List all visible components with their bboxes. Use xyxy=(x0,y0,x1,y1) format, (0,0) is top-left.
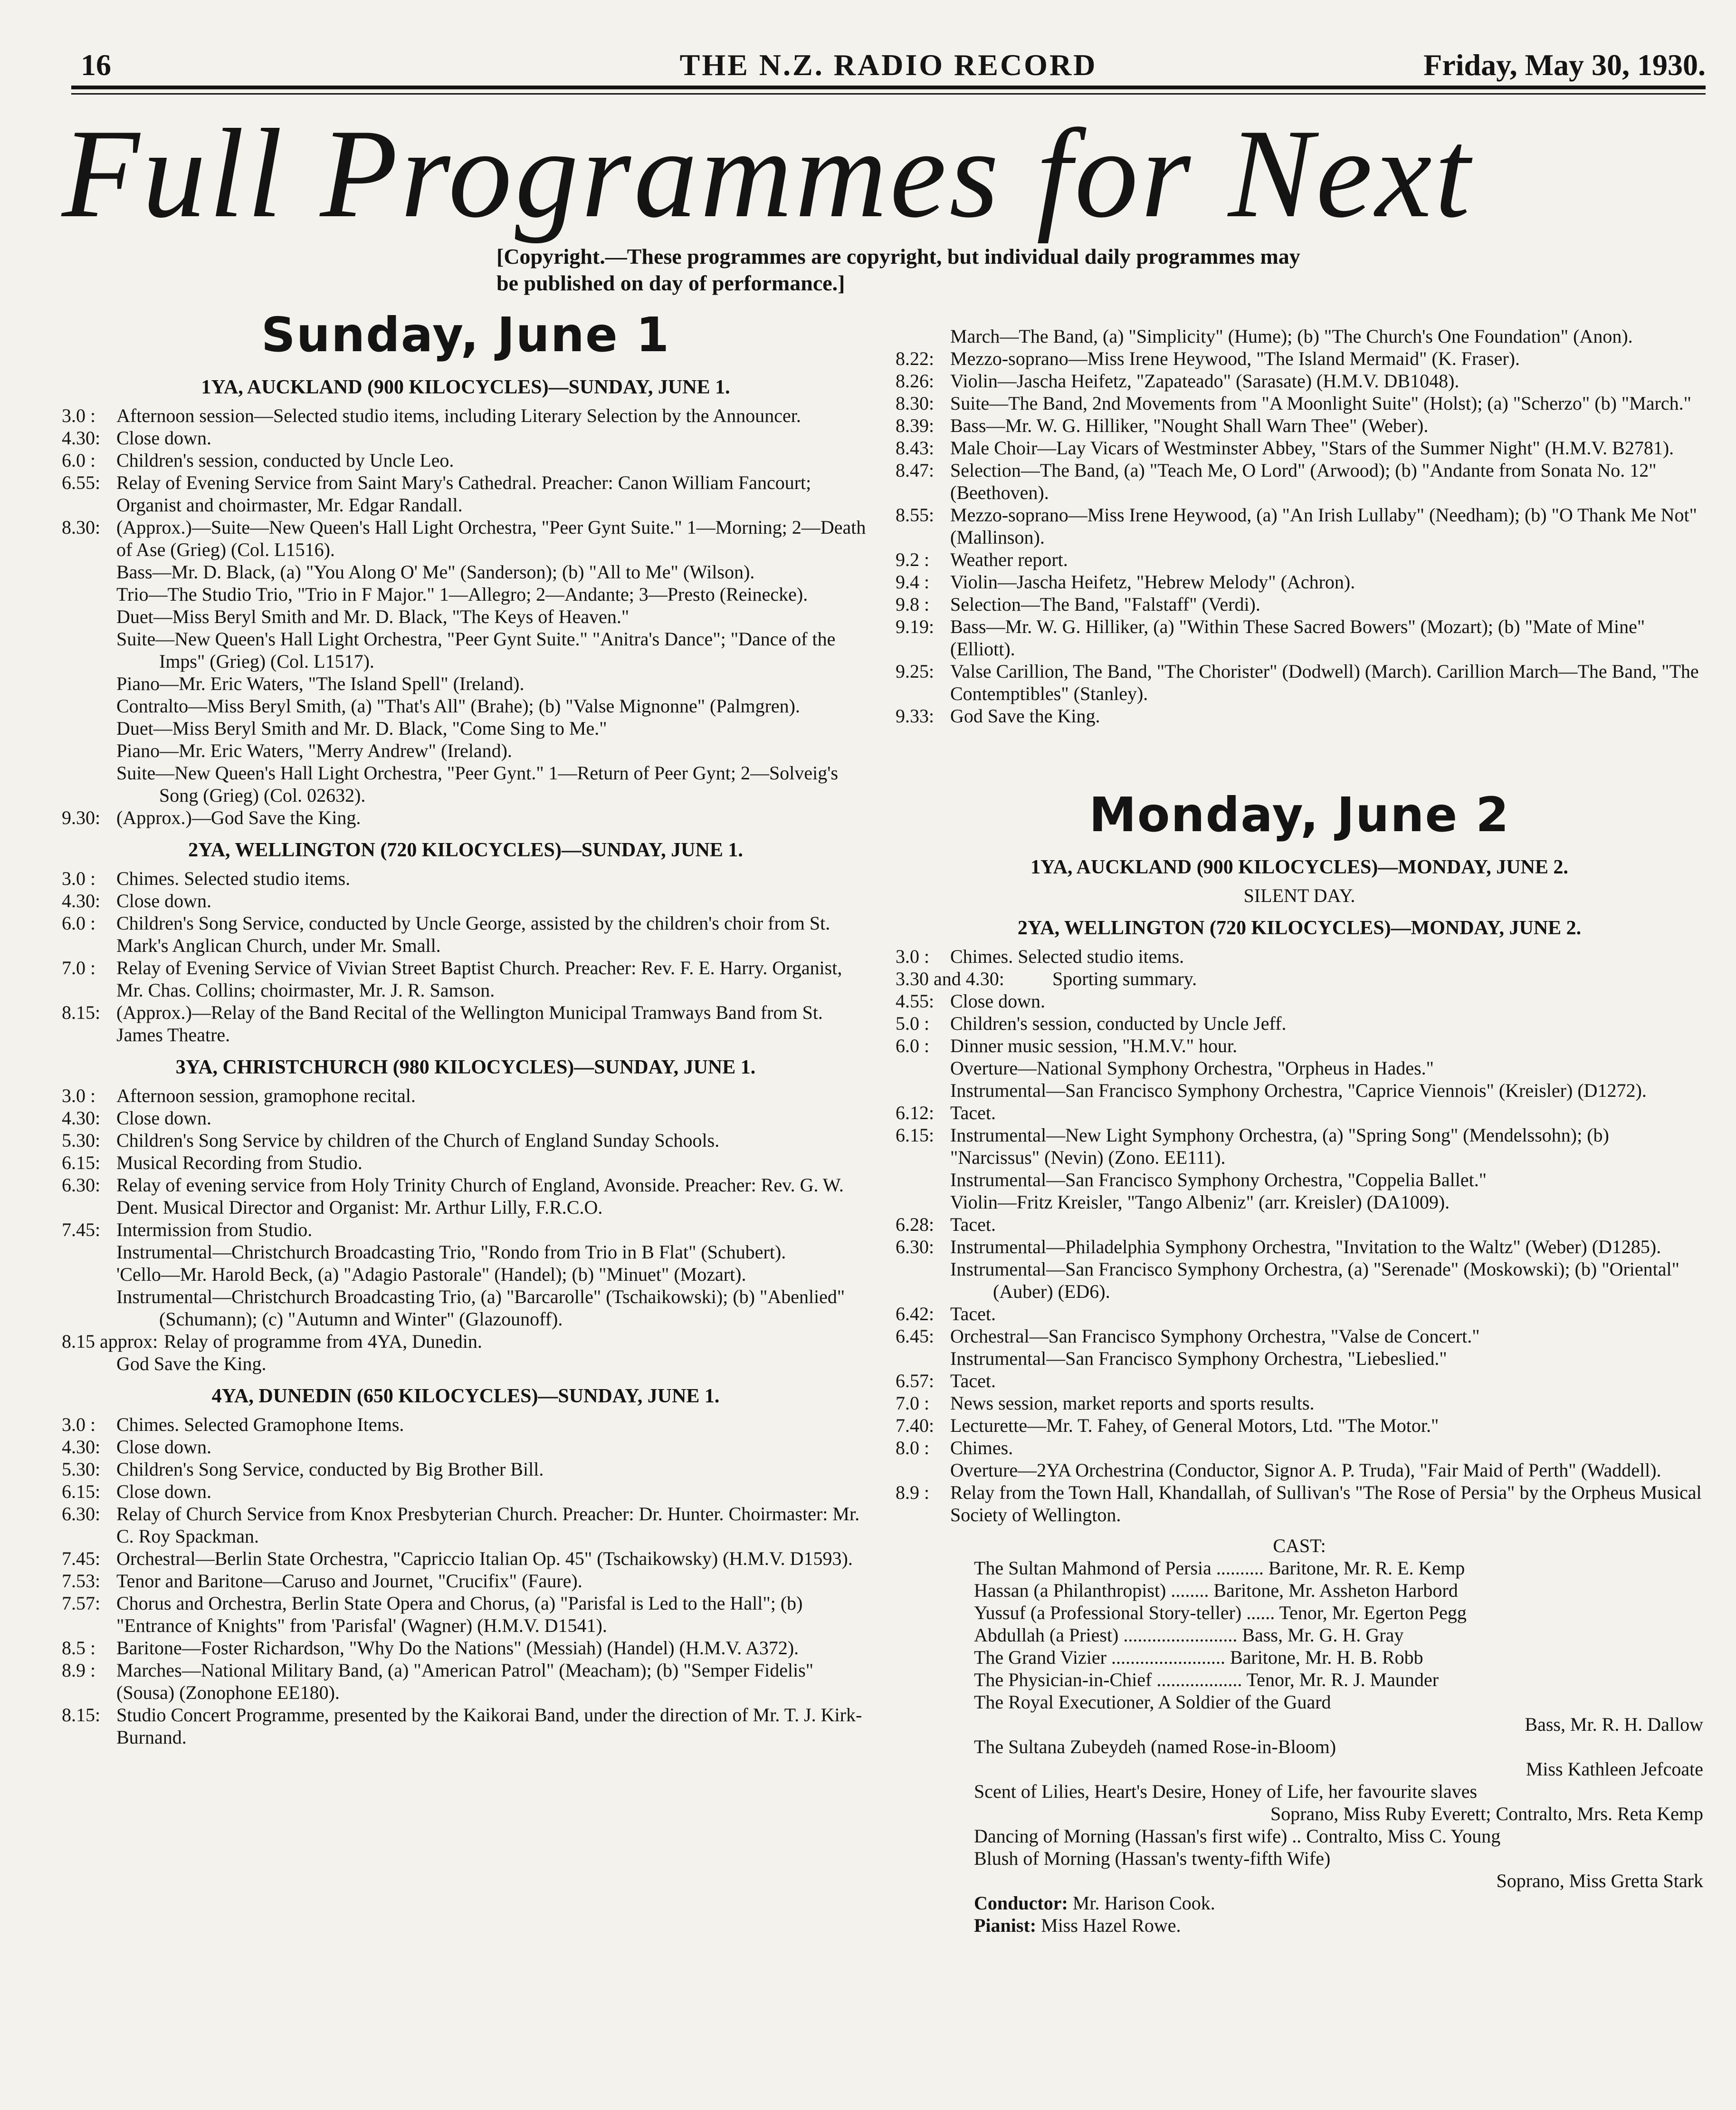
programme-item xyxy=(896,615,1703,660)
1ya-sunday-items xyxy=(62,404,869,829)
sub-item: Piano—Mr. Eric Waters, "Merry Andrew" (Ireland). xyxy=(116,740,512,761)
header-rule-thin xyxy=(71,93,1706,95)
item-text: Children's session, conducted by Uncle Jeff. xyxy=(950,1013,1287,1034)
item-time: 8.39: xyxy=(896,415,935,436)
sunday-heading: Sunday, June 1 xyxy=(261,307,670,363)
continued-items xyxy=(950,325,1703,347)
cast-line: Miss Kathleen Jefcoate xyxy=(1526,1758,1703,1780)
item-text: Children's Song Service, conducted by Big Brother Bill. xyxy=(116,1458,544,1480)
item-time: 5.30: xyxy=(62,1130,101,1151)
programme-item xyxy=(896,660,1703,705)
sub-item: Duet—Miss Beryl Smith and Mr. D. Black, "Come Sing to Me." xyxy=(116,718,607,739)
item-time: 6.28: xyxy=(896,1214,935,1235)
programme-item xyxy=(896,392,1703,414)
item-time: 8.55: xyxy=(896,504,935,526)
programme-item xyxy=(62,1704,869,1748)
programme-item xyxy=(62,1547,869,1570)
programme-item xyxy=(62,516,869,561)
item-text: Mezzo-soprano—Miss Irene Heywood, (a) "An Irish Lullaby" (Needham); (b) "O Thank Me Not" (Mallinson). xyxy=(950,504,1697,548)
sub-item: Bass—Mr. D. Black, (a) "You Along O' Me" (Sanderson); (b) "All to Me" (Wilson). xyxy=(116,561,755,583)
item-text: Bass—Mr. W. G. Hilliker, "Nought Shall Warn Thee" (Weber). xyxy=(950,415,1429,436)
programme-item xyxy=(62,1570,869,1592)
item-text: Weather report. xyxy=(950,549,1068,570)
silent-day-note: SILENT DAY. xyxy=(1243,885,1355,906)
programme-item xyxy=(62,427,869,449)
item-text: Close down. xyxy=(116,1436,211,1458)
item-text: Violin—Jascha Heifetz, "Zapateado" (Sarasate) (H.M.V. DB1048). xyxy=(950,370,1459,392)
item-text: Relay of Evening Service from Saint Mary's Cathedral. Preacher: Canon William Fancourt; Organist and choirmaster, Mr. Edgar Randall. xyxy=(116,472,811,516)
item-time: 5.0 : xyxy=(896,1013,930,1034)
item-time: 7.57: xyxy=(62,1592,101,1614)
item-text: (Approx.)—Relay of the Band Recital of the Wellington Municipal Tramways Band from St. James Theatre. xyxy=(116,1002,823,1045)
sub-item: Duet—Miss Beryl Smith and Mr. D. Black, "The Keys of Heaven." xyxy=(116,606,630,627)
conductor-line xyxy=(974,1892,1703,1914)
programme-item xyxy=(62,1592,869,1637)
sub-item: Instrumental—San Francisco Symphony Orchestra, "Liebeslied." xyxy=(950,1348,1447,1369)
item-time: 4.30: xyxy=(62,427,101,449)
station-heading-2ya-sunday: 2YA, WELLINGTON (720 KILOCYCLES)—SUNDAY, JUNE 1. xyxy=(188,839,743,861)
cast-line: The Sultana Zubeydeh (named Rose-in-Bloom) xyxy=(974,1736,1336,1757)
cast-line: Yussuf (a Professional Story-teller) ...... Tenor, Mr. Egerton Pegg xyxy=(974,1602,1467,1623)
item-text: Suite—The Band, 2nd Movements from "A Moonlight Suite" (Holst); (a) "Scherzo" (b) "March." xyxy=(950,393,1691,414)
item-text: Musical Recording from Studio. xyxy=(116,1152,362,1173)
programme-item xyxy=(62,449,869,471)
item-text: Chorus and Orchestra, Berlin State Opera and Chorus, (a) "Parisfal is Led to the Hall"; (b) "Entrance of Knights" from 'Parisfal' (Wagner) (H.M.V. D1541). xyxy=(116,1592,803,1636)
header-rule xyxy=(71,86,1706,89)
sub-items xyxy=(116,1241,869,1330)
item-time: 6.0 : xyxy=(62,912,96,934)
programme-item xyxy=(62,806,869,829)
item-text: Relay of evening service from Holy Trinity Church of England, Avonside. Preacher: Rev. G. W. Dent. Musical Director and Organist: Mr. Arthur Lilly, F.R.C.O. xyxy=(116,1174,844,1218)
item-text: Close down. xyxy=(116,427,211,449)
item-time: 9.30: xyxy=(62,807,101,828)
programme-item xyxy=(896,1392,1703,1414)
programme-item xyxy=(896,548,1703,571)
sub-item: God Save the King. xyxy=(116,1353,267,1374)
item-time: 7.53: xyxy=(62,1570,101,1592)
programme-item xyxy=(62,1174,869,1218)
item-time: 7.40: xyxy=(896,1415,935,1436)
item-text: Studio Concert Programme, presented by the Kaikorai Band, under the direction of Mr. T. J. Kirk-Burnand. xyxy=(116,1704,862,1748)
cast-line: Abdullah (a Priest) ........................ Bass, Mr. G. H. Gray xyxy=(974,1624,1404,1646)
item-text: Children's Song Service by children of the Church of England Sunday Schools. xyxy=(116,1130,720,1151)
item-time: 3.30 and 4.30: xyxy=(896,968,1004,989)
item-time: 9.2 : xyxy=(896,549,930,570)
monday-heading: Monday, June 2 xyxy=(1089,787,1510,843)
right-column xyxy=(896,325,1703,1937)
item-text: Selection—The Band, (a) "Teach Me, O Lord" (Arwood); (b) "Andante from Sonata No. 12" (Beethoven). xyxy=(950,460,1657,503)
item-text: Instrumental—New Light Symphony Orchestra, (a) "Spring Song" (Mendelssohn); (b) "Narcissus" (Nevin) (Zono. EE111). xyxy=(950,1124,1609,1168)
item-time: 6.30: xyxy=(62,1503,101,1525)
item-time: 3.0 : xyxy=(896,946,930,967)
programme-item xyxy=(896,990,1703,1012)
cast-line: Bass, Mr. R. H. Dallow xyxy=(1525,1714,1703,1735)
programme-item xyxy=(896,1414,1703,1437)
item-text: Bass—Mr. W. G. Hilliker, (a) "Within These Sacred Bowers" (Mozart); (b) "Mate of Mine" (Elliott). xyxy=(950,616,1645,660)
programme-item xyxy=(896,1012,1703,1035)
item-text: Baritone—Foster Richardson, "Why Do the Nations" (Messiah) (Handel) (H.M.V. A372). xyxy=(116,1637,799,1659)
item-time: 4.30: xyxy=(62,1107,101,1129)
sub-item: Overture—National Symphony Orchestra, "Orpheus in Hades." xyxy=(950,1057,1434,1079)
item-text: Chimes. Selected studio items. xyxy=(950,946,1184,967)
issue-date: Friday, May 30, 1930. xyxy=(1423,48,1706,82)
item-time: 8.47: xyxy=(896,460,935,481)
item-text: News session, market reports and sports results. xyxy=(950,1392,1315,1414)
item-time: 9.8 : xyxy=(896,594,930,615)
item-time: 8.43: xyxy=(896,437,935,459)
programme-item xyxy=(62,1084,869,1107)
item-text: (Approx.)—Suite—New Queen's Hall Light Orchestra, "Peer Gynt Suite." 1—Morning; 2—Death of Ase (Grieg) (Col. L1516). xyxy=(116,517,866,560)
item-time: 8.15: xyxy=(62,1704,101,1726)
cast-line: Soprano, Miss Gretta Stark xyxy=(1496,1870,1703,1891)
item-text: Tacet. xyxy=(950,1303,996,1324)
item-time: 9.33: xyxy=(896,705,935,727)
programme-item xyxy=(896,504,1703,548)
masthead: THE N.Z. RADIO RECORD xyxy=(679,48,1097,82)
item-time: 8.9 : xyxy=(62,1659,96,1681)
programme-item xyxy=(62,1129,869,1151)
item-text: Close down. xyxy=(116,890,211,911)
programme-item xyxy=(62,1107,869,1129)
conductor-name: Mr. Harison Cook. xyxy=(1072,1892,1215,1914)
item-time: 8.5 : xyxy=(62,1637,96,1659)
cast-line: The Royal Executioner, A Soldier of the Guard xyxy=(974,1691,1331,1713)
item-text: Selection—The Band, "Falstaff" (Verdi). xyxy=(950,594,1260,615)
programme-item xyxy=(896,370,1703,392)
page-number: 16 xyxy=(81,48,111,82)
item-time: 6.42: xyxy=(896,1303,935,1324)
station-heading-2ya-monday: 2YA, WELLINGTON (720 KILOCYCLES)—MONDAY, JUNE 2. xyxy=(1017,917,1582,939)
programme-item xyxy=(896,1481,1703,1526)
item-time: 3.0 : xyxy=(62,868,96,889)
cast-line: Hassan (a Philanthropist) ........ Baritone, Mr. Assheton Harbord xyxy=(974,1580,1458,1601)
item-time: 6.0 : xyxy=(896,1035,930,1056)
item-text: Tacet. xyxy=(950,1370,996,1391)
cast-line: Soprano, Miss Ruby Everett; Contralto, Mrs. Reta Kemp xyxy=(1270,1803,1703,1824)
programme-item xyxy=(62,1330,869,1352)
item-text: Children's Song Service, conducted by Uncle George, assisted by the children's choir from St. Mark's Anglican Church, under Mr. Small. xyxy=(116,912,830,956)
item-time: 8.0 : xyxy=(896,1437,930,1458)
cast-list xyxy=(974,1557,1703,1937)
item-time: 3.0 : xyxy=(62,1414,96,1435)
item-time: 6.30: xyxy=(62,1174,101,1196)
left-column xyxy=(62,304,869,1748)
item-text: Relay from the Town Hall, Khandallah, of Sullivan's "The Rose of Persia" by the Orpheus Musical Society of Wellington. xyxy=(950,1482,1702,1525)
item-time: 8.30: xyxy=(896,393,935,414)
programme-item xyxy=(62,890,869,912)
item-time: 6.12: xyxy=(896,1102,935,1123)
item-time: 7.45: xyxy=(62,1219,101,1240)
item-text: Intermission from Studio. xyxy=(116,1219,313,1240)
item-time: 6.15: xyxy=(896,1124,935,1146)
programme-item xyxy=(62,1151,869,1174)
item-text: Chimes. Selected Gramophone Items. xyxy=(116,1414,404,1435)
item-text: Orchestral—San Francisco Symphony Orchestra, "Valse de Concert." xyxy=(950,1325,1480,1347)
4ya-sunday-items xyxy=(62,1413,869,1748)
programme-item xyxy=(896,1370,1703,1392)
item-time: 3.0 : xyxy=(62,1085,96,1106)
programme-item xyxy=(896,437,1703,459)
item-time: 7.45: xyxy=(62,1548,101,1569)
item-time: 3.0 : xyxy=(62,405,96,426)
item-time: 6.55: xyxy=(62,472,101,493)
item-time: 7.0 : xyxy=(896,1392,930,1414)
cast-line: Scent of Lilies, Heart's Desire, Honey of Life, her favourite slaves xyxy=(974,1781,1478,1802)
item-text: Dinner music session, "H.M.V." hour. xyxy=(950,1035,1238,1056)
item-text: Tacet. xyxy=(950,1214,996,1235)
item-time: 8.26: xyxy=(896,370,935,392)
item-text: Relay of Church Service from Knox Presbyterian Church. Preacher: Dr. Hunter. Choirmaster: Mr. C. Roy Spackman. xyxy=(116,1503,860,1547)
station-heading-3ya-sunday: 3YA, CHRISTCHURCH (980 KILOCYCLES)—SUNDAY, JUNE 1. xyxy=(175,1056,756,1078)
programme-item xyxy=(896,1236,1703,1258)
programme-item xyxy=(896,968,1703,990)
programme-item xyxy=(896,1437,1703,1459)
copyright-notice: [Copyright.—These programmes are copyright, but individual daily programmes may be published on day of performance.] xyxy=(496,244,1300,295)
programme-item xyxy=(62,404,869,427)
programme-item xyxy=(896,1102,1703,1124)
item-text: God Save the King. xyxy=(950,705,1100,727)
item-text: Valse Carillion, The Band, "The Chorister" (Dodwell) (March). Carillion March—The Band, "The Contemptibles" (Stanley). xyxy=(950,661,1699,704)
item-text: Male Choir—Lay Vicars of Westminster Abbey, "Stars of the Summer Night" (H.M.V. B2781). xyxy=(950,437,1674,459)
sub-items xyxy=(950,1459,1703,1481)
cast-line: Blush of Morning (Hassan's twenty-fifth Wife) xyxy=(974,1848,1331,1869)
sub-item: Contralto—Miss Beryl Smith, (a) "That's All" (Brahe); (b) "Valse Mignonne" (Palmgren). xyxy=(116,695,800,717)
sub-item: Instrumental—San Francisco Symphony Orchestra, "Coppelia Ballet." xyxy=(950,1169,1487,1190)
cast-line: Dancing of Morning (Hassan's first wife) .. Contralto, Miss C. Young xyxy=(974,1825,1501,1847)
sub-items xyxy=(950,1057,1703,1102)
sub-item: Instrumental—San Francisco Symphony Orchestra, "Caprice Viennois" (Kreisler) (D1272). xyxy=(950,1080,1647,1101)
programme-item xyxy=(896,1325,1703,1347)
3ya-sunday-items xyxy=(62,1084,869,1375)
item-text: Chimes. xyxy=(950,1437,1013,1458)
programme-item xyxy=(896,414,1703,437)
item-time: 8.22: xyxy=(896,348,935,369)
page-header xyxy=(71,48,1706,90)
programme-item xyxy=(62,912,869,957)
programme-item xyxy=(896,593,1703,615)
sub-item: March—The Band, (a) "Simplicity" (Hume); (b) "The Church's One Foundation" (Anon). xyxy=(950,326,1633,347)
programme-item xyxy=(896,571,1703,593)
pianist-label: Pianist: xyxy=(974,1915,1037,1936)
spacer xyxy=(896,727,1703,784)
item-time: 9.4 : xyxy=(896,571,930,593)
programme-item xyxy=(62,1218,869,1241)
item-text: Violin—Jascha Heifetz, "Hebrew Melody" (Achron). xyxy=(950,571,1355,593)
item-text: (Approx.)—God Save the King. xyxy=(116,807,361,828)
item-text: Tacet. xyxy=(950,1102,996,1123)
2ya-monday-items xyxy=(896,945,1703,1526)
conductor-label: Conductor: xyxy=(974,1892,1068,1914)
item-time: 6.15: xyxy=(62,1481,101,1502)
item-text: Instrumental—Philadelphia Symphony Orchestra, "Invitation to the Waltz" (Weber) (D1285). xyxy=(950,1236,1661,1257)
programme-item xyxy=(62,1436,869,1458)
item-time: 4.30: xyxy=(62,1436,101,1458)
item-time: 6.0 : xyxy=(62,450,96,471)
sub-items xyxy=(950,1258,1703,1303)
cast-line: The Grand Vizier ........................ Baritone, Mr. H. B. Robb xyxy=(974,1647,1423,1668)
item-text: Tenor and Baritone—Caruso and Journet, "Crucifix" (Faure). xyxy=(116,1570,582,1592)
sub-items xyxy=(116,561,869,806)
sub-item: Suite—New Queen's Hall Light Orchestra, "Peer Gynt." 1—Return of Peer Gynt; 2—Solveig's Song (Grieg) (Col. 02632). xyxy=(116,762,839,806)
sub-item: Instrumental—Christchurch Broadcasting Trio, (a) "Barcarolle" (Tschaikowski); (b) "Abenlied" (Schumann); (c) "Autumn and Winter" (Glazounoff). xyxy=(116,1286,845,1330)
item-time: 6.15: xyxy=(62,1152,101,1173)
programme-item xyxy=(62,957,869,1001)
item-text: Marches—National Military Band, (a) "American Patrol" (Meacham); (b) "Semper Fidelis" (Sousa) (Zonophone EE180). xyxy=(116,1659,814,1703)
programme-item xyxy=(62,471,869,516)
item-time: 6.30: xyxy=(896,1236,935,1257)
item-text: Mezzo-soprano—Miss Irene Heywood, "The Island Mermaid" (K. Fraser). xyxy=(950,348,1520,369)
programme-item xyxy=(62,1413,869,1436)
programme-item xyxy=(62,1637,869,1659)
item-time: 4.30: xyxy=(62,890,101,911)
station-heading-1ya-monday: 1YA, AUCKLAND (900 KILOCYCLES)—MONDAY, JUNE 2. xyxy=(1030,856,1568,878)
item-time: 8.9 : xyxy=(896,1482,930,1503)
item-text: Close down. xyxy=(950,990,1045,1012)
sub-item: Piano—Mr. Eric Waters, "The Island Spell" (Ireland). xyxy=(116,673,525,694)
programme-item xyxy=(62,1480,869,1503)
programme-item xyxy=(896,945,1703,968)
programme-item xyxy=(896,1035,1703,1057)
item-time: 8.15: xyxy=(62,1002,101,1023)
item-text: Children's session, conducted by Uncle Leo. xyxy=(116,450,454,471)
programme-item xyxy=(62,1458,869,1480)
item-text: Close down. xyxy=(116,1107,211,1129)
item-time: 9.19: xyxy=(896,616,935,637)
sub-items xyxy=(950,1169,1703,1213)
item-text: Afternoon session, gramophone recital. xyxy=(116,1085,416,1106)
sub-item: Instrumental—San Francisco Symphony Orchestra, (a) "Serenade" (Moskowski); (b) "Oriental" (Auber) (ED6). xyxy=(950,1258,1679,1302)
sub-item: Overture—2YA Orchestrina (Conductor, Signor A. P. Truda), "Fair Maid of Perth" (Waddell). xyxy=(950,1459,1661,1481)
cast-line: The Sultan Mahmond of Persia .......... Baritone, Mr. R. E. Kemp xyxy=(974,1557,1465,1579)
2ya-sunday-items xyxy=(62,867,869,1046)
item-time: 6.45: xyxy=(896,1325,935,1347)
item-text: Lecturette—Mr. T. Fahey, of General Motors, Ltd. "The Motor." xyxy=(950,1415,1439,1436)
item-time: 5.30: xyxy=(62,1458,101,1480)
programme-item xyxy=(62,867,869,890)
programme-item xyxy=(62,1503,869,1547)
sub-items xyxy=(950,1347,1703,1370)
item-time: 7.0 : xyxy=(62,957,96,978)
item-text: Chimes. Selected studio items. xyxy=(116,868,351,889)
sub-item: Suite—New Queen's Hall Light Orchestra, "Peer Gynt Suite." "Anitra's Dance"; "Dance of the Imps" (Grieg) (Col. L1517). xyxy=(116,628,836,672)
sub-item: Trio—The Studio Trio, "Trio in F Major." 1—Allegro; 2—Andante; 3—Presto (Reinecke). xyxy=(116,584,808,605)
station-heading-1ya-sunday: 1YA, AUCKLAND (900 KILOCYCLES)—SUNDAY, JUNE 1. xyxy=(201,376,730,398)
item-time: 4.55: xyxy=(896,990,935,1012)
sub-item: 'Cello—Mr. Harold Beck, (a) "Adagio Pastorale" (Handel); (b) "Minuet" (Mozart). xyxy=(116,1264,746,1285)
item-time: 8.30: xyxy=(62,517,101,538)
cast-heading: CAST: xyxy=(1273,1535,1326,1556)
programme-item xyxy=(896,459,1703,504)
item-text: Relay of Evening Service of Vivian Street Baptist Church. Preacher: Rev. F. E. Harry. Organist, Mr. Chas. Collins; choirmaster, Mr. J. R. Samson. xyxy=(116,957,842,1001)
headline: Full Programmes for Next xyxy=(62,103,1473,244)
sub-items xyxy=(116,1352,869,1375)
item-text: Close down. xyxy=(116,1481,211,1502)
programme-item xyxy=(896,347,1703,370)
programme-item xyxy=(896,1213,1703,1236)
programme-item xyxy=(62,1001,869,1046)
item-text: Sporting summary. xyxy=(1052,968,1197,989)
item-text: Orchestral—Berlin State Orchestra, "Capriccio Italian Op. 45" (Tschaikowsky) (H.M.V. D1593). xyxy=(116,1548,853,1569)
station-heading-4ya-sunday: 4YA, DUNEDIN (650 KILOCYCLES)—SUNDAY, JUNE 1. xyxy=(211,1385,720,1407)
item-time: 6.57: xyxy=(896,1370,935,1391)
programme-item xyxy=(62,1659,869,1704)
cast-line: The Physician-in-Chief .................. Tenor, Mr. R. J. Maunder xyxy=(974,1669,1439,1690)
programme-item xyxy=(896,1303,1703,1325)
item-text: Relay of programme from 4YA, Dunedin. xyxy=(164,1331,482,1352)
sub-item: Violin—Fritz Kreisler, "Tango Albeniz" (arr. Kreisler) (DA1009). xyxy=(950,1191,1450,1213)
item-time: 8.15 approx: xyxy=(62,1331,158,1352)
pianist-name: Miss Hazel Rowe. xyxy=(1041,1915,1181,1936)
pianist-line xyxy=(974,1914,1703,1937)
programme-item xyxy=(896,1124,1703,1169)
item-text: Afternoon session—Selected studio items, including Literary Selection by the Announcer. xyxy=(116,405,801,426)
sub-item: Instrumental—Christchurch Broadcasting Trio, "Rondo from Trio in B Flat" (Schubert). xyxy=(116,1241,786,1263)
programme-item xyxy=(896,705,1703,727)
item-time: 9.25: xyxy=(896,661,935,682)
